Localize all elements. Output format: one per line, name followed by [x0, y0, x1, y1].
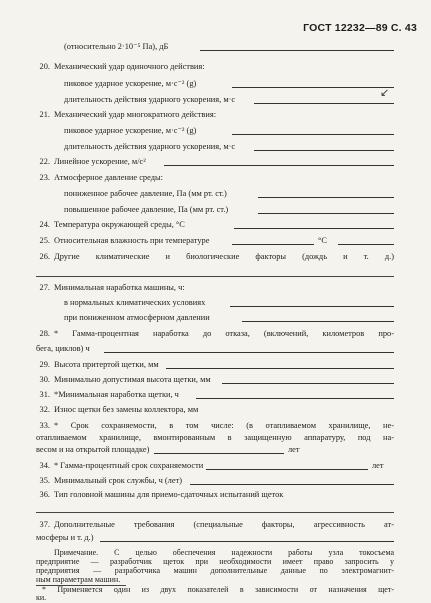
item-number: 22.	[39, 157, 50, 166]
item-title: Минимальный срок службы, ч (лет)	[54, 476, 183, 485]
item-text: * Срок сохраняемости, в том числе: (в отапливаемом хранилище, не-	[54, 421, 394, 430]
item-number: 25.	[39, 236, 50, 245]
item-number: 28.	[39, 329, 50, 338]
item-number: 36.	[39, 490, 50, 499]
item-title: Минимальная наработка машины, ч:	[54, 283, 185, 292]
item-text: бега, циклов) ч	[36, 344, 90, 353]
item-text: мосферы и т. д.)	[36, 533, 94, 542]
blank-field	[232, 87, 394, 88]
blank-field	[258, 213, 394, 214]
blank-field	[100, 541, 394, 542]
note-text: Примечание. С целью обеспечения надежности работы узла токосъема	[54, 548, 394, 557]
item-number: 31.	[39, 390, 50, 399]
years-unit: лет	[372, 461, 384, 470]
blank-field	[104, 352, 394, 353]
note-text: предприятия — разработчика машин дополнительные данные по электромагнит-	[36, 566, 394, 575]
degree-unit: °С	[318, 236, 327, 245]
item-number: 37.	[39, 520, 50, 529]
item-number: 35.	[39, 476, 50, 485]
item-title: Атмосферное давление среды:	[54, 173, 163, 182]
item-title: Механический удар многократного действия:	[54, 110, 217, 119]
blank-field	[254, 150, 394, 151]
blank-field	[258, 197, 394, 198]
item-text: отапливаемом хранилище, вмонтированным в защищенную аппаратуру, под на-	[36, 433, 394, 442]
subitem: пиковое ударное ускорение, м·с⁻² (g)	[64, 79, 197, 88]
item-title: Износ щетки без замены коллектора, мм	[54, 405, 199, 414]
blank-field	[154, 453, 284, 454]
blank-field	[206, 469, 368, 470]
page-header: ГОСТ 12232—89 С. 43	[303, 22, 417, 34]
note-text: ным параметрам машин.	[36, 575, 121, 584]
blank-field	[230, 306, 394, 307]
blank-field	[232, 134, 394, 135]
item-title: Температура окружающей среды, °С	[54, 220, 185, 229]
subitem: пониженное рабочее давление, Па (мм рт. ст.)	[64, 189, 227, 198]
blank-field	[190, 484, 394, 485]
pencil-mark-icon: ↙	[380, 86, 390, 99]
item-number: 29.	[39, 360, 50, 369]
item-text: весом и на открытой площадке)	[36, 445, 150, 454]
item-number: 33.	[39, 421, 50, 430]
item-number: 23.	[39, 173, 50, 182]
answer-line	[36, 276, 394, 277]
item-title: *Минимальная наработка щетки, ч	[54, 390, 179, 399]
item-title: Минимально допустимая высота щетки, мм	[54, 375, 211, 384]
blank-field	[254, 103, 394, 104]
blank-field	[338, 244, 394, 245]
item-title: Относительная влажность при температуре	[54, 236, 210, 245]
blank-field	[234, 228, 394, 229]
subitem: пиковое ударное ускорение, м·с⁻² (g)	[64, 126, 197, 135]
answer-line	[36, 512, 394, 513]
item-title: Линейное ускорение, м/с²	[54, 157, 146, 166]
footnote-text: ки.	[36, 593, 47, 602]
blank-field	[232, 244, 314, 245]
subitem: в нормальных климатических условиях	[64, 298, 206, 307]
blank-field	[196, 398, 394, 399]
item-number: 32.	[39, 405, 50, 414]
item-title: Тип головной машины для приемо-сдаточных испытаний щеток	[54, 490, 284, 499]
blank-field	[222, 383, 394, 384]
unit-line: (относительно 2·10⁻⁵ Па), дБ	[64, 42, 169, 51]
item-number: 27.	[39, 283, 50, 292]
note-text: предприятие — разработчик щеток при необходимости имеет право запросить у	[36, 557, 394, 566]
item-title: Механический удар одиночного действия:	[54, 62, 205, 71]
item-text: Дополнительные требования (специальные факторы, агрессивность ат-	[54, 520, 394, 529]
subitem: длительность действия ударного ускорения, м·с	[64, 95, 236, 104]
item-title: Другие климатические и биологические факторы (дождь и т. д.)	[54, 252, 394, 261]
years-unit: лет	[288, 445, 300, 454]
subitem: длительность действия ударного ускорения, м·с	[64, 142, 236, 151]
item-number: 30.	[39, 375, 50, 384]
item-number: 24.	[39, 220, 50, 229]
footnote-text: * Применяется один из двух показателей в зависимости от назначения щет-	[42, 585, 394, 594]
blank-field	[164, 165, 394, 166]
blank-field	[166, 368, 394, 369]
item-title: * Гамма-процентный срок сохраняемости	[54, 461, 204, 470]
blank-field	[200, 50, 394, 51]
item-number: 21.	[39, 110, 50, 119]
blank-field	[242, 321, 394, 322]
item-number: 34.	[39, 461, 50, 470]
item-title: Высота притертой щетки, мм	[54, 360, 159, 369]
subitem: при пониженном атмосферном давлении	[64, 313, 210, 322]
subitem: повышенное рабочее давление, Па (мм рт. ст.)	[64, 205, 229, 214]
item-number: 20.	[39, 62, 50, 71]
item-text: * Гамма-процентная наработка до отказа, (включений, километров про-	[54, 329, 394, 338]
item-number: 26.	[39, 252, 50, 261]
